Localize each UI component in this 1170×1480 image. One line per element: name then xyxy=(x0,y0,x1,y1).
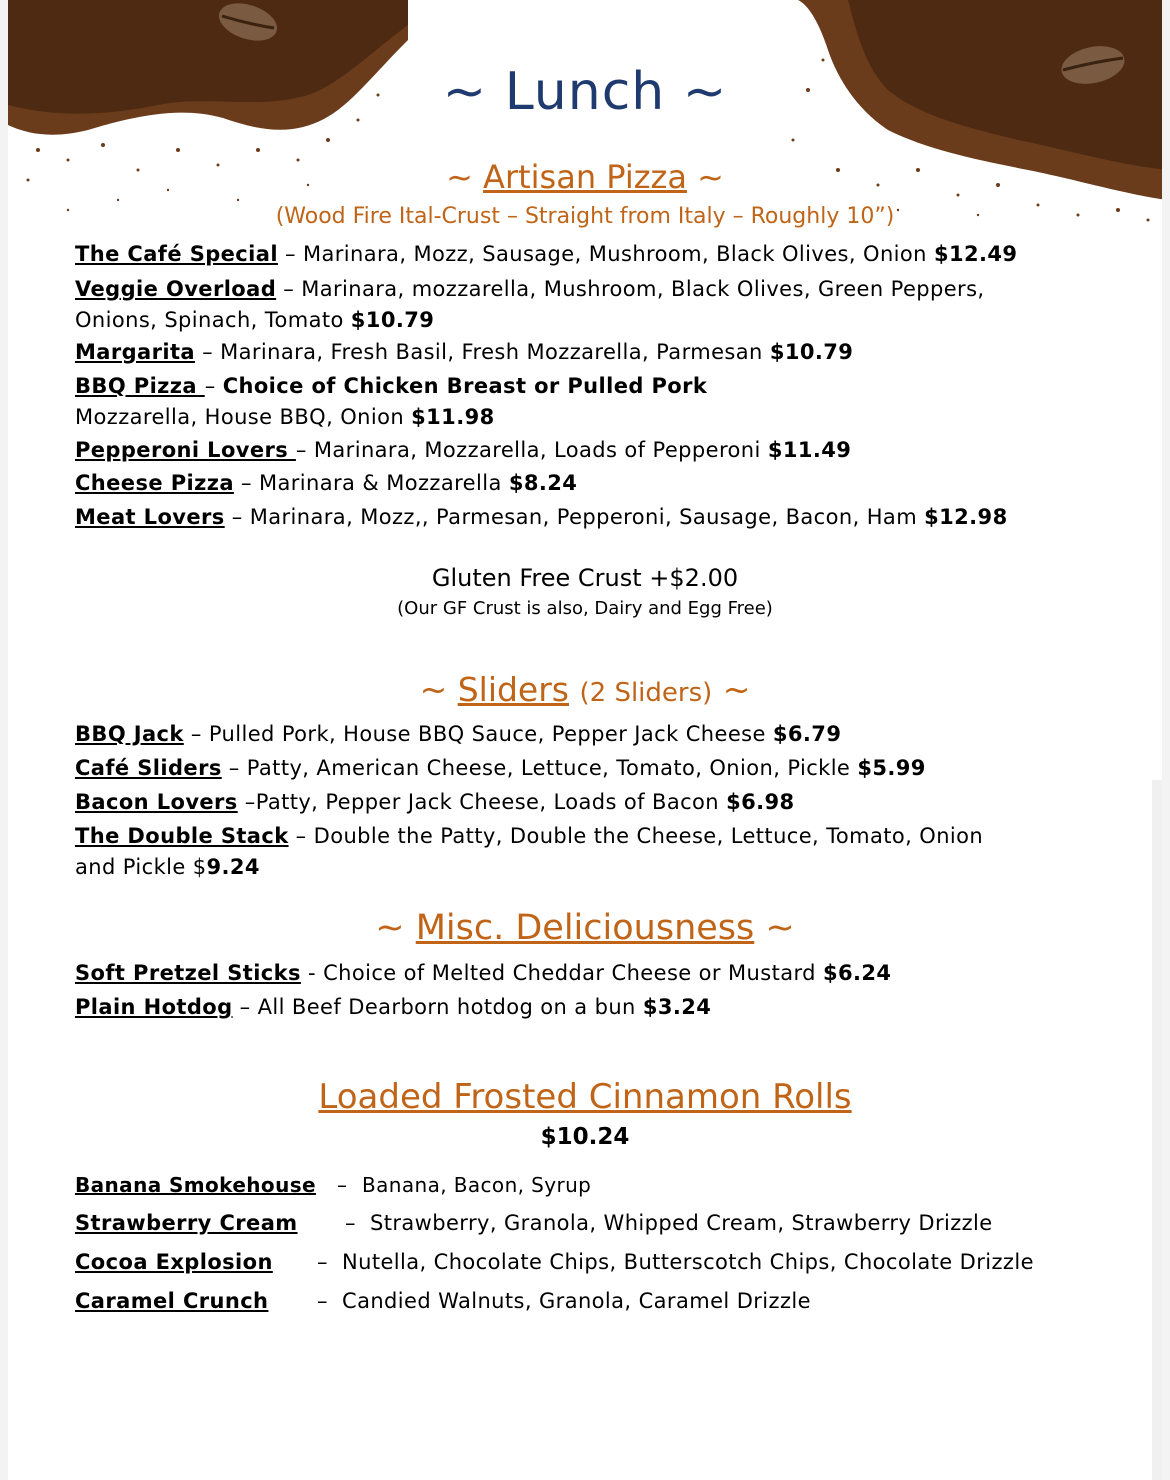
menu-item xyxy=(75,790,1148,814)
item-name: BBQ Jack xyxy=(75,722,184,746)
menu-item xyxy=(75,374,1148,398)
item-description: Mozzarella, House BBQ, Onion xyxy=(75,405,412,429)
item-price: $11.49 xyxy=(767,438,852,462)
item-separator: – xyxy=(277,242,303,266)
menu-item xyxy=(75,242,1148,266)
item-price: $6.98 xyxy=(726,790,795,814)
item-description: Marinara, Fresh Basil, Fresh Mozzarella, Parmesan xyxy=(220,340,770,364)
menu-item xyxy=(75,340,1148,364)
item-name: Plain Hotdog xyxy=(75,995,233,1019)
item-price: $3.24 xyxy=(642,995,712,1019)
sliders-heading-text: Sliders xyxy=(457,670,569,709)
menu-item xyxy=(75,961,1148,985)
item-separator: – xyxy=(233,471,259,495)
item-description: Strawberry, Granola, Whipped Cream, Strawberry Drizzle xyxy=(370,1211,993,1235)
rolls-heading-text: Loaded Frosted Cinnamon Rolls xyxy=(318,1077,852,1117)
item-price: $10.79 xyxy=(769,340,854,364)
item-name: Banana Smokehouse xyxy=(75,1173,316,1197)
item-description: and Pickle $ xyxy=(75,855,207,879)
item-name: Bacon Lovers xyxy=(75,790,238,814)
item-separator: – xyxy=(295,438,314,462)
menu-page xyxy=(8,0,1162,1480)
gluten-free-note: (Our GF Crust is also, Dairy and Egg Free) xyxy=(397,598,773,619)
menu-item xyxy=(75,438,1148,462)
item-separator: – xyxy=(337,1173,348,1197)
menu-title: ~ Lunch ~ xyxy=(442,62,728,122)
menu-item xyxy=(75,505,1148,529)
item-separator: – xyxy=(224,505,250,529)
item-separator: – xyxy=(317,1250,328,1274)
item-description: Marinara, Mozz, Sausage, Mushroom, Black Olives, Onion xyxy=(302,242,934,266)
misc-heading: ~ Misc. Deliciousness ~ xyxy=(375,908,795,948)
menu-item xyxy=(75,824,1148,848)
roll-item xyxy=(75,1289,811,1313)
item-separator: – xyxy=(276,277,302,301)
roll-item xyxy=(75,1211,993,1235)
item-description: Marinara & Mozzarella xyxy=(258,471,509,495)
rolls-heading xyxy=(8,1077,1162,1117)
item-price: $8.24 xyxy=(508,471,578,495)
item-description: Onions, Spinach, Tomato xyxy=(75,308,351,332)
item-name: Meat Lovers xyxy=(75,505,225,529)
item-name: Strawberry Cream xyxy=(75,1211,298,1235)
item-price: 9.24 xyxy=(206,855,260,879)
item-separator: – xyxy=(288,824,314,848)
item-name: The Double Stack xyxy=(75,824,289,848)
item-separator: – xyxy=(237,790,256,814)
item-description: Pulled Pork, House BBQ Sauce, Pepper Jack Cheese xyxy=(208,722,773,746)
item-separator: – xyxy=(317,1289,328,1313)
item-description: Marinara, mozzarella, Mushroom, Black Olives, Green Peppers, xyxy=(301,277,985,301)
roll-item xyxy=(75,1173,592,1197)
item-price: $11.98 xyxy=(411,405,495,429)
gluten-free-line: Gluten Free Crust +$2.00 xyxy=(431,564,739,592)
item-name: Margarita xyxy=(75,340,195,364)
menu-item xyxy=(75,277,1148,301)
item-separator: – xyxy=(232,995,258,1019)
misc-heading-text: Misc. Deliciousness xyxy=(415,908,755,948)
sliders-heading-extra: (2 Sliders) xyxy=(579,678,713,708)
item-description: Candied Walnuts, Granola, Caramel Drizzle xyxy=(342,1289,811,1313)
item-description: Double the Patty, Double the Cheese, Lettuce, Tomato, Onion xyxy=(313,824,984,848)
item-separator: – xyxy=(195,340,221,364)
sliders-heading: ~ Sliders (2 Sliders) ~ xyxy=(419,670,751,709)
item-description: Banana, Bacon, Syrup xyxy=(362,1173,592,1197)
pizza-heading-text: Artisan Pizza xyxy=(483,158,687,196)
item-price: $5.99 xyxy=(857,756,926,780)
item-name: Soft Pretzel Sticks xyxy=(75,961,301,985)
item-name: The Café Special xyxy=(75,242,278,266)
pizza-heading: ~ Artisan Pizza ~ xyxy=(446,158,724,196)
item-separator: – xyxy=(221,756,247,780)
menu-item xyxy=(75,471,1148,495)
roll-item xyxy=(75,1250,1034,1274)
pizza-note: (Wood Fire Ital-Crust – Straight from Italy – Roughly 10”) xyxy=(275,204,895,229)
item-separator: – xyxy=(183,722,209,746)
item-name: Cocoa Explosion xyxy=(75,1250,273,1274)
menu-item xyxy=(75,722,1148,746)
menu-item xyxy=(75,756,1148,780)
item-name: BBQ Pizza xyxy=(75,374,205,398)
item-description: Patty, Pepper Jack Cheese, Loads of Bacon xyxy=(255,790,727,814)
item-name: Pepperoni Lovers xyxy=(75,438,296,462)
item-name: Café Sliders xyxy=(75,756,222,780)
item-price: $6.79 xyxy=(772,722,842,746)
item-name: Cheese Pizza xyxy=(75,471,234,495)
item-name: Veggie Overload xyxy=(75,277,277,301)
item-price: $10.79 xyxy=(350,308,435,332)
item-description: Choice of Chicken Breast or Pulled Pork xyxy=(222,374,708,398)
item-name: Caramel Crunch xyxy=(75,1289,269,1313)
rolls-price: $10.24 xyxy=(540,1124,630,1150)
menu-item-continued xyxy=(75,405,1148,429)
item-description: Nutella, Chocolate Chips, Butterscotch Chips, Chocolate Drizzle xyxy=(342,1250,1034,1274)
item-description: Marinara, Mozz,, Parmesan, Pepperoni, Sausage, Bacon, Ham xyxy=(249,505,925,529)
item-price: $6.24 xyxy=(823,961,892,985)
item-description: Marinara, Mozzarella, Loads of Pepperoni xyxy=(313,438,768,462)
item-separator: – xyxy=(345,1211,356,1235)
item-description: All Beef Dearborn hotdog on a bun xyxy=(257,995,643,1019)
item-description: Choice of Melted Cheddar Cheese or Mustard xyxy=(323,961,823,985)
item-description: Patty, American Cheese, Lettuce, Tomato, Onion, Pickle xyxy=(246,756,858,780)
item-price: $12.98 xyxy=(924,505,1008,529)
menu-item-continued xyxy=(75,308,1148,332)
item-separator: - xyxy=(300,961,324,985)
item-price: $12.49 xyxy=(933,242,1018,266)
menu-item xyxy=(75,995,1148,1019)
menu-item-continued xyxy=(75,855,1148,879)
item-separator: – xyxy=(204,374,223,398)
